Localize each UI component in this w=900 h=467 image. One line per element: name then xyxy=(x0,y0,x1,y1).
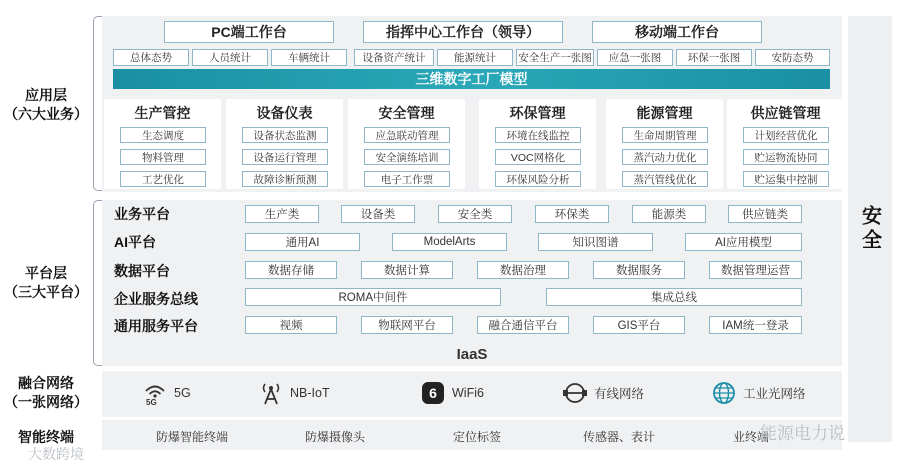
terminal-item: 定位标签 xyxy=(453,430,502,444)
business-card xyxy=(606,99,723,189)
wifi6-icon xyxy=(420,380,446,406)
svg-text:6: 6 xyxy=(429,385,437,401)
business-card xyxy=(226,99,343,189)
platform-item: 数据服务 xyxy=(593,261,685,279)
watermark: 大数跨境 xyxy=(28,446,84,462)
business-item: 安全演练培训 xyxy=(364,149,450,165)
antenna-icon xyxy=(258,380,284,406)
business-item: 物料管理 xyxy=(120,149,206,165)
network-label: 有线网络 xyxy=(594,387,645,401)
iaas-label: IaaS xyxy=(456,346,488,363)
stat-item: 总体态势 xyxy=(113,49,189,66)
workbench-command-center: 指挥中心工作台（领导） xyxy=(363,21,563,43)
platform-item: 知识图谱 xyxy=(538,233,653,251)
business-item: VOC网格化 xyxy=(495,149,581,165)
business-card xyxy=(348,99,465,189)
business-item: 生命周期管理 xyxy=(622,127,708,143)
terminal-item: 传感器、表计 xyxy=(583,430,656,444)
platform-item: 融合通信平台 xyxy=(477,316,569,334)
business-item: 贮运物流协同 xyxy=(743,149,829,165)
business-card xyxy=(104,99,221,189)
network-label: 工业光网络 xyxy=(743,387,806,401)
platform-layer-panel xyxy=(102,200,842,366)
business-item: 故障诊断预测 xyxy=(242,171,328,187)
stat-item: 车辆统计 xyxy=(271,49,347,66)
business-item: 环保风险分析 xyxy=(495,171,581,187)
platform-row-label: 业务平台 xyxy=(114,206,170,222)
5g-icon xyxy=(142,380,168,406)
stat-item: 能源统计 xyxy=(437,49,513,66)
platform-row-label: 通用服务平台 xyxy=(114,318,198,334)
stat-item: 设备资产统计 xyxy=(354,49,434,66)
network-item xyxy=(142,380,191,406)
stat-item: 人员统计 xyxy=(192,49,268,66)
business-item: 电子工作票 xyxy=(364,171,450,187)
layer-label-app: 应用层 （六大业务） xyxy=(4,87,88,122)
watermark: 能源电力说 xyxy=(760,424,845,443)
business-title: 能源管理 xyxy=(636,105,693,121)
network-item xyxy=(562,380,644,406)
platform-item: 视频 xyxy=(245,316,337,334)
globe-icon xyxy=(711,380,737,406)
business-title: 安全管理 xyxy=(378,105,435,121)
business-title: 供应链管理 xyxy=(750,105,821,121)
workbench-pc: PC端工作台 xyxy=(164,21,334,43)
platform-item: AI应用模型 xyxy=(685,233,802,251)
network-label: NB-IoT xyxy=(290,386,330,400)
platform-item: ROMA中间件 xyxy=(245,288,501,306)
business-item: 设备状态监测 xyxy=(242,127,328,143)
business-item: 生态调度 xyxy=(120,127,206,143)
stat-item: 应急一张图 xyxy=(597,49,673,66)
wired-network-icon xyxy=(562,380,588,406)
business-title: 生产管控 xyxy=(134,105,191,121)
svg-text:5G: 5G xyxy=(146,398,157,406)
digital-factory-model-bar: 三维数字工厂模型 xyxy=(113,69,830,89)
business-title: 环保管理 xyxy=(509,105,566,121)
business-item: 贮运集中控制 xyxy=(743,171,829,187)
network-item xyxy=(258,380,330,406)
business-item: 应急联动管理 xyxy=(364,127,450,143)
business-item: 环境在线监控 xyxy=(495,127,581,143)
safety-column xyxy=(848,16,892,442)
platform-row-label: 企业服务总线 xyxy=(114,291,198,307)
stat-item: 环保一张图 xyxy=(676,49,752,66)
layer-label-terminal: 智能终端 xyxy=(18,429,74,445)
terminal-item: 防爆摄像头 xyxy=(305,430,366,444)
business-card xyxy=(479,99,596,189)
platform-item: ModelArts xyxy=(392,233,507,251)
platform-item: 数据管理运营 xyxy=(709,261,802,279)
platform-item: 环保类 xyxy=(535,205,609,223)
stat-item: 安防态势 xyxy=(755,49,830,66)
layer-label-platform: 平台层 （三大平台） xyxy=(4,265,88,300)
network-label: 5G xyxy=(174,386,191,400)
platform-item: 供应链类 xyxy=(728,205,802,223)
network-label: WiFi6 xyxy=(452,386,484,400)
platform-item: 设备类 xyxy=(341,205,415,223)
layer-label-network: 融合网络 （一张网络） xyxy=(4,375,88,410)
platform-item: 物联网平台 xyxy=(361,316,453,334)
app-layer-bracket xyxy=(93,16,102,191)
platform-item: 数据计算 xyxy=(361,261,453,279)
platform-item: 能源类 xyxy=(632,205,706,223)
business-title: 设备仪表 xyxy=(256,105,313,121)
platform-item: 数据治理 xyxy=(477,261,569,279)
terminal-item: 防爆智能终端 xyxy=(156,430,229,444)
platform-item: IAM统一登录 xyxy=(709,316,802,334)
business-item: 设备运行管理 xyxy=(242,149,328,165)
network-item xyxy=(711,380,806,406)
workbench-mobile: 移动端工作台 xyxy=(592,21,762,43)
stat-item: 安全生产一张图 xyxy=(516,49,594,66)
network-item xyxy=(420,380,484,406)
platform-layer-bracket xyxy=(93,200,102,366)
platform-item: 集成总线 xyxy=(546,288,802,306)
platform-item: 生产类 xyxy=(245,205,319,223)
platform-item: 数据存储 xyxy=(245,261,337,279)
platform-item: GIS平台 xyxy=(593,316,685,334)
platform-row-label: AI平台 xyxy=(114,234,156,250)
business-item: 工艺优化 xyxy=(120,171,206,187)
business-item: 蒸汽动力优化 xyxy=(622,149,708,165)
platform-row-label: 数据平台 xyxy=(114,263,170,279)
platform-item: 通用AI xyxy=(245,233,360,251)
business-card xyxy=(727,99,844,189)
platform-item: 安全类 xyxy=(438,205,512,223)
safety-label: 安全 xyxy=(858,205,881,253)
terminal-item: 业终端 xyxy=(733,430,770,444)
business-item: 计划经营优化 xyxy=(743,127,829,143)
business-item: 蒸汽管线优化 xyxy=(622,171,708,187)
